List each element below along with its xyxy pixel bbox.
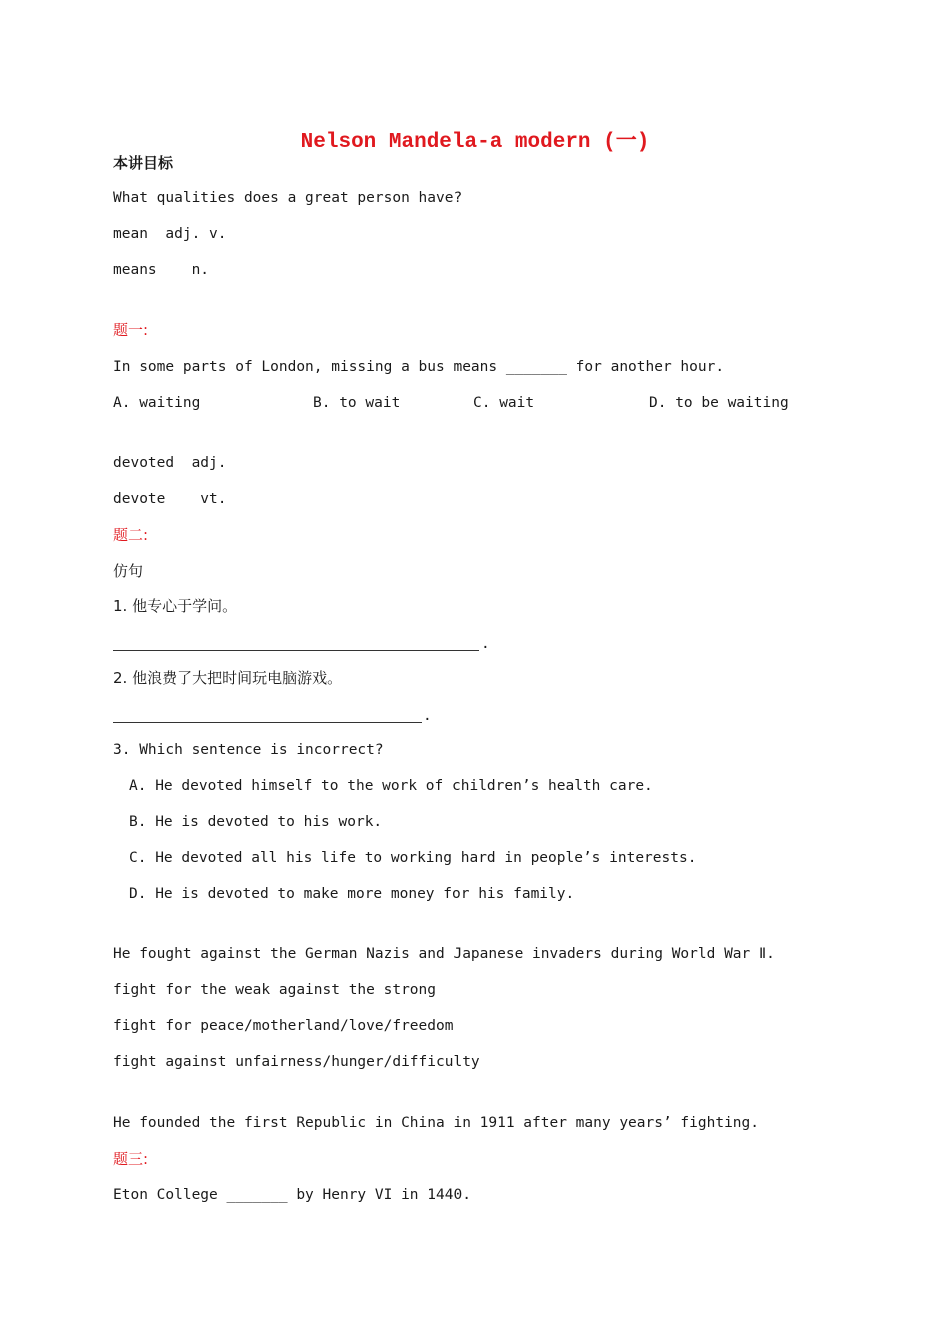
- document-title: Nelson Mandela-a modern (一): [300, 131, 650, 154]
- exercise-1-stem: In some parts of London, missing a bus means _______ for another hour.: [113, 359, 725, 375]
- vocab-devoted: devoted adj.: [113, 455, 227, 471]
- exercise-2-option-a: A. He devoted himself to the work of children’s health care.: [129, 778, 653, 794]
- founded-sentence: He founded the first Republic in China in 1911 after many years’ fighting.: [113, 1115, 760, 1131]
- exercise-2-sentence-2: 2. 他浪费了大把时间玩电脑游戏。: [113, 669, 343, 687]
- fight-phrase-3: fight against unfairness/hunger/difficulty: [113, 1054, 480, 1070]
- answer-line-1-period: .: [481, 636, 490, 652]
- exercise-2-task: 仿句: [113, 562, 144, 580]
- answer-line-2: [113, 722, 422, 723]
- exercise-1-option-d: D. to be waiting: [649, 395, 789, 411]
- vocab-means: means n.: [113, 262, 210, 278]
- exercise-2-option-c: C. He devoted all his life to working hard in people’s interests.: [129, 850, 697, 866]
- exercise-3-stem: Eton College _______ by Henry VI in 1440.: [113, 1187, 471, 1203]
- exercise-1-option-b: B. to wait: [313, 395, 401, 411]
- fight-phrase-2: fight for peace/motherland/love/freedom: [113, 1018, 454, 1034]
- exercise-2-option-b: B. He is devoted to his work.: [129, 814, 383, 830]
- exercise-1-option-c: C. wait: [473, 395, 535, 411]
- fight-sentence: He fought against the German Nazis and Japanese invaders during World War Ⅱ.: [113, 946, 775, 962]
- exercise-1-option-a: A. waiting: [113, 395, 201, 411]
- exercise-3-label: 题三:: [113, 1150, 149, 1168]
- vocab-mean: mean adj. v.: [113, 226, 227, 242]
- answer-line-1: [113, 650, 479, 651]
- fight-phrase-1: fight for the weak against the strong: [113, 982, 437, 998]
- objectives-heading: 本讲目标: [113, 154, 174, 172]
- answer-line-2-period: .: [423, 708, 432, 724]
- exercise-2-question-3: 3. Which sentence is incorrect?: [113, 742, 384, 758]
- exercise-1-label: 题一:: [113, 321, 149, 339]
- vocab-devote: devote vt.: [113, 491, 227, 507]
- exercise-2-option-d: D. He is devoted to make more money for his family.: [129, 886, 575, 902]
- exercise-2-label: 题二:: [113, 526, 149, 544]
- question-intro: What qualities does a great person have?: [113, 190, 463, 206]
- exercise-2-sentence-1: 1. 他专心于学问。: [113, 597, 238, 615]
